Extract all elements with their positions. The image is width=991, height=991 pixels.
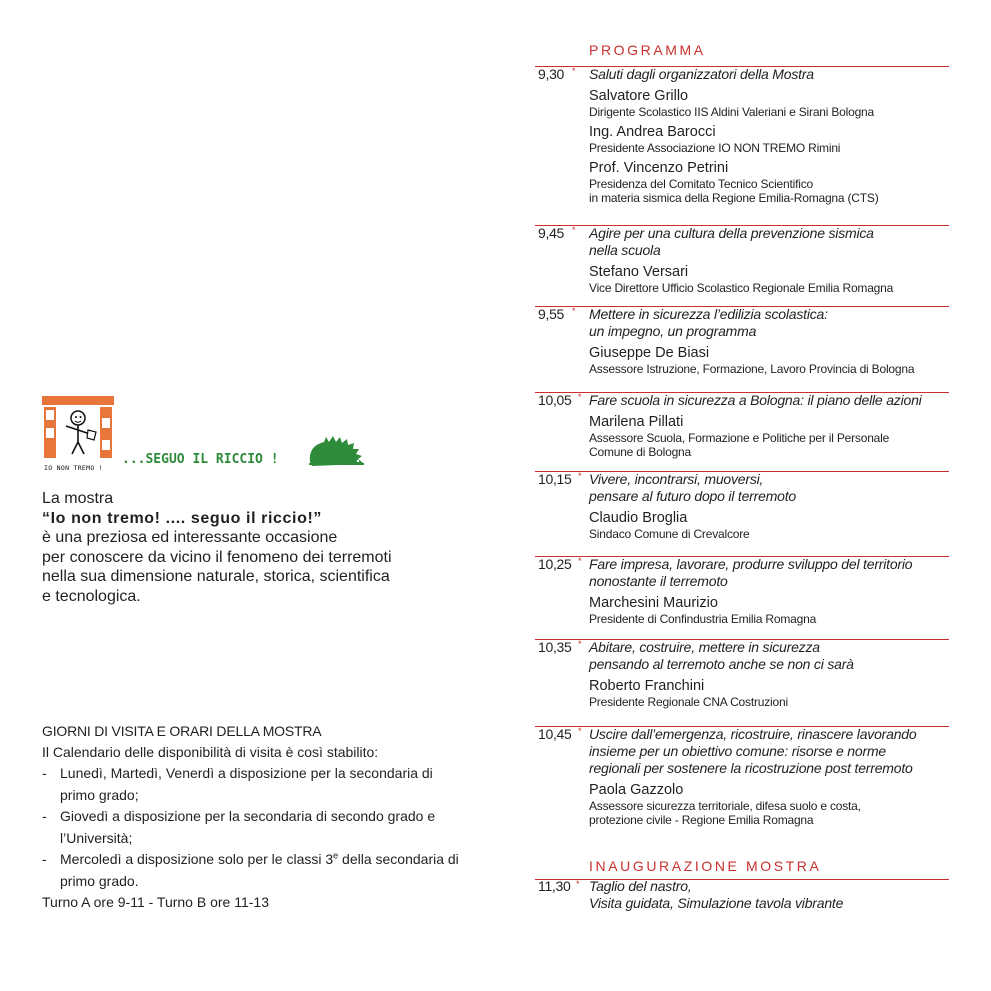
speaker-role: Presidente di Confindustria Emilia Romagna [589,612,817,626]
speaker-name: Marchesini Maurizio [589,595,718,611]
speaker [589,264,949,295]
talk-title: Visita guidata, Simulazione tavola vibrante [589,895,844,911]
visit-turns: Turno A ore 9-11 - Turno B ore 11-13 [42,894,269,910]
speaker [589,678,949,709]
visit-heading: GIORNI DI VISITA E ORARI DELLA MOSTRA [42,723,322,739]
intro-line: è una preziosa ed interessante occasione [42,529,338,546]
speaker-name: Prof. Vincenzo Petrini [589,160,729,176]
speaker-name: Claudio Broglia [589,510,688,526]
hedgehog-icon [306,436,366,468]
talk-title: pensando al terremoto anche se non ci sarà [589,656,854,672]
talk-title: Taglio del nastro, [589,878,692,894]
intro-line: nella sua dimensione naturale, storica, scientifica [42,568,390,585]
logo-slogan: ...SEGUO IL RICCIO ! [122,452,279,467]
speaker-role: protezione civile - Regione Emilia Romagna [589,813,814,827]
talk-title: Abitare, costruire, mettere in sicurezza [589,639,820,655]
speaker-role: Presidente Regionale CNA Costruzioni [589,695,788,709]
talk-title: insieme per un obiettivo comune: risorse e norme [589,743,886,759]
intro-lead: La mostra [42,490,114,507]
dash-bullet: - [42,851,47,867]
list-item [42,806,462,849]
session-entry [589,225,949,295]
speaker-role: Sindaco Comune di Crevalcore [589,527,750,541]
superscript: e [333,850,339,861]
star-mark: * [572,66,576,76]
speaker-name: Paola Gazzolo [589,782,684,798]
talk-title: Agire per una cultura della prevenzione sismica [589,225,874,241]
session-time: 10,35 [538,639,572,655]
speaker-role: Dirigente Scolastico IIS Aldini Valeriani e Sirani Bologna [589,105,875,119]
speaker-role: Vice Direttore Ufficio Scolastico Regionale Emilia Romagna [589,281,894,295]
speaker [589,345,949,376]
talk-title: pensare al futuro dopo il terremoto [589,488,797,504]
session-entry [589,392,949,459]
session-entry [589,556,949,626]
speaker-name: Roberto Franchini [589,678,705,694]
speaker-role: Assessore sicurezza territoriale, difesa suolo e costa, [589,799,861,813]
visit-day-text: Giovedì a disposizione per la secondaria di secondo grado e l’Università; [60,808,436,846]
visit-day-list [42,763,462,892]
speaker [589,782,949,827]
speaker-role: Assessore Istruzione, Formazione, Lavoro Provincia di Bologna [589,362,915,376]
speaker [589,595,949,626]
star-mark: * [572,306,576,316]
talk-title: nonostante il terremoto [589,573,728,589]
speaker [589,160,949,205]
intro-line: e tecnologica. [42,587,141,605]
visit-day-text: Lunedì, Martedì, Venerdì a disposizione per la secondaria di primo grado; [60,765,433,803]
session-entry [589,306,949,376]
star-mark: * [572,225,576,235]
speaker-role: Comune di Bologna [589,445,692,459]
session-entry [589,726,949,827]
visit-schedule [42,721,462,913]
speaker-name: Giuseppe De Biasi [589,345,710,361]
speaker [589,414,949,459]
talk-title: Fare impresa, lavorare, produrre sviluppo del territorio [589,556,913,572]
io-non-tremo-child-icon [42,396,114,460]
session-entry [589,66,949,205]
session-time: 10,25 [538,556,572,572]
speaker-name: Marilena Pillati [589,414,684,430]
inaugurazione-time: 11,30 [538,878,571,894]
speaker [589,88,949,119]
programma-title: PROGRAMMA [589,42,706,58]
visit-intro: Il Calendario delle disponibilità di visita è così stabilito: [42,744,379,760]
talk-title: nella scuola [589,242,661,258]
talk-title: Uscire dall’emergenza, ricostruire, rinascere lavorando [589,726,917,742]
star-mark: * [578,471,582,481]
exhibition-logo [42,396,372,476]
session-time: 9,45 [538,225,565,241]
inaugurazione-title: INAUGURAZIONE MOSTRA [589,858,822,874]
talk-title: un impegno, un programma [589,323,757,339]
star-mark: * [578,726,582,736]
session-time: 9,55 [538,306,565,322]
dash-bullet: - [42,808,47,824]
session-entry [589,639,949,709]
speaker [589,510,949,541]
speaker-role: Presidente Associazione IO NON TREMO Rimini [589,141,841,155]
session-time: 10,45 [538,726,572,742]
visit-day-text: Mercoledì a disposizione solo per le classi 3 [60,851,334,867]
list-item [42,849,462,892]
talk-title: regionali per sostenere la ricostruzione post terremoto [589,760,913,776]
speaker-role: Presidenza del Comitato Tecnico Scientifico [589,177,813,191]
speaker-name: Ing. Andrea Barocci [589,124,716,140]
inaugurazione-entry [589,878,949,912]
session-time: 10,05 [538,392,572,408]
session-time: 10,15 [538,471,572,487]
exhibition-title: “Io non tremo! .... seguo il riccio!” [42,509,322,527]
speaker-role: in materia sismica della Regione Emilia-Romagna (CTS) [589,191,879,205]
star-mark: * [578,392,582,402]
dash-bullet: - [42,765,47,781]
talk-title: Vivere, incontrarsi, muoversi, [589,471,764,487]
speaker-name: Salvatore Grillo [589,88,689,104]
visit-day-text: della secondaria di primo grado. [60,851,459,889]
star-mark: * [578,639,582,649]
list-item [42,763,462,806]
star-mark: * [578,556,582,566]
session-entry [589,471,949,541]
star-mark: * [576,879,580,889]
speaker-name: Stefano Versari [589,264,689,280]
talk-title: Mettere in sicurezza l’edilizia scolastica: [589,306,828,322]
talk-title: Fare scuola in sicurezza a Bologna: il piano delle azioni [589,392,922,408]
session-time: 9,30 [538,66,565,82]
intro-line: per conoscere da vicino il fenomeno dei terremoti [42,548,392,566]
speaker-role: Assessore Scuola, Formazione e Politiche per il Personale [589,431,890,445]
speaker [589,124,949,155]
logo-caption: IO NON TREMO ! [44,464,103,472]
talk-title: Saluti dagli organizzatori della Mostra [589,66,814,82]
exhibition-intro [42,489,452,606]
